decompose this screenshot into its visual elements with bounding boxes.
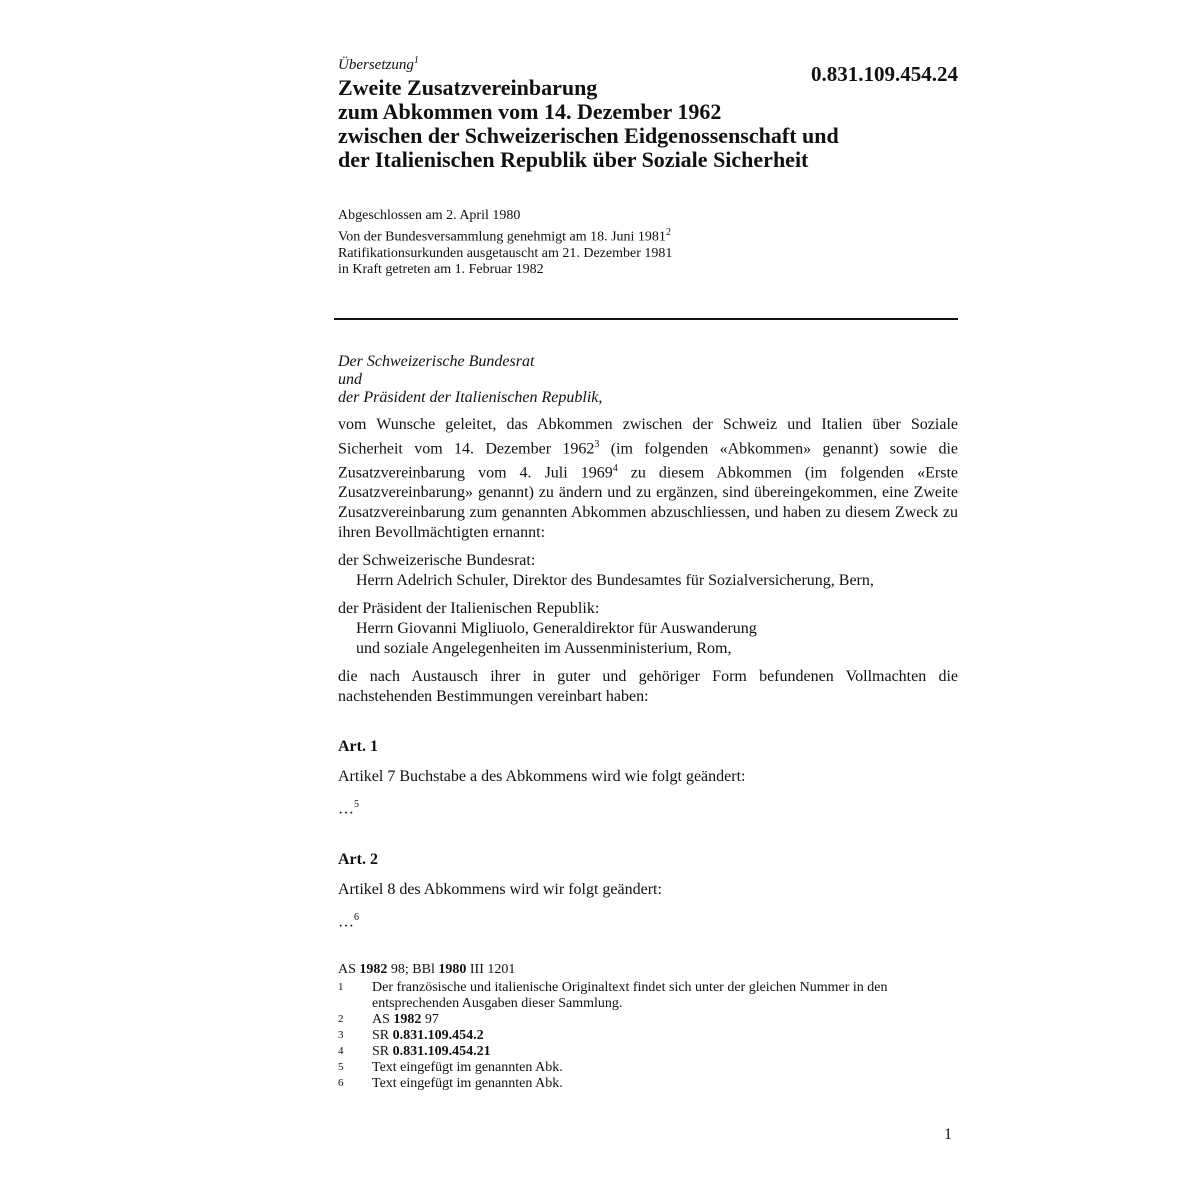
omission-mark: … [338,912,354,930]
omission-mark: … [338,800,354,818]
footnote-number: 3 [338,1029,344,1041]
swiss-representative: Herrn Adelrich Schuler, Direktor des Bundesamtes für Sozialversicherung, Bern, [356,572,874,590]
footnote-ref-3[interactable]: 3 [594,438,600,450]
meta-concluded: Abgeschlossen am 2. April 1980 [338,208,521,223]
party-and: und [338,370,362,388]
footnote-part: AS [372,1012,394,1027]
footnote-part: SR [372,1028,393,1043]
article-1 [338,737,958,819]
title-line-2: zum Abkommen vom 14. Dezember 1962 [338,99,722,124]
source-part: AS [338,962,360,977]
italy-representative-2: und soziale Angelegenheiten im Aussenministerium, Rom, [356,640,732,658]
footnote-5 [338,1060,958,1076]
contracting-parties [338,353,958,407]
swiss-label: der Schweizerische Bundesrat: [338,552,536,570]
title-line-3: zwischen der Schweizerischen Eidgenossenschaft und [338,123,839,148]
footnote-number: 5 [338,1061,344,1073]
article-heading: Art. 1 [338,738,378,756]
page-number: 1 [944,1126,952,1143]
footnote-ref-6[interactable]: 6 [354,911,359,923]
ratification-info [338,208,958,279]
sr-link[interactable]: 0.831.109.454.2 [392,1028,484,1043]
meta-approved [338,225,958,246]
footnote-number: 6 [338,1077,344,1089]
footnote-text: Text eingefügt im genannten Abk. [372,1076,563,1091]
footnotes [338,962,958,1092]
source-part: III 1201 [466,962,516,977]
meta-approved-text: Von der Bundesversammlung genehmigt am 18. Juni 1981 [338,229,666,245]
footnote-text: Text eingefügt im genannten Abk. [372,1060,563,1075]
meta-in-force: in Kraft getreten am 1. Februar 1982 [338,262,544,278]
footnote-part: 97 [421,1012,439,1027]
sr-link[interactable]: 0.831.109.454.21 [392,1044,491,1059]
footnote-3 [338,1028,958,1044]
article-omission [338,908,958,932]
footnote-text [372,1028,958,1044]
title-line-1: Zweite Zusatzvereinbarung [338,75,598,100]
preamble-text-b: (im folgenden «Abkommen» genannt) sowie die Zusatzvereinbarung vom 4. Juli 1969 [338,439,958,482]
footnote-4 [338,1044,958,1060]
footnote-ref-2[interactable]: 2 [665,226,671,238]
source-part: 1982 [359,962,388,977]
footnote-ref-4[interactable]: 4 [612,462,618,474]
footnote-1 [338,980,958,1012]
footnote-number: 4 [338,1045,344,1057]
preamble-text-c: zu diesem Abkommen (im folgenden «Erste Zusatzvereinbarung» genannt) zu ändern und zu ergänzen, sind übereingekommen, eine Zweite Zusatzvereinbarung zum genannten Abkommen abzuschliessen, und haben zu diesem Zweck zu ihren Bevollmächtigten ernannt: [338,464,959,542]
footnote-part: 1982 [393,1012,422,1027]
article-text: Artikel 7 Buchstabe a des Abkommens wird wie folgt geändert: [338,768,746,786]
source-citation [338,962,958,978]
article-2 [338,850,958,932]
footnote-text [372,1044,958,1060]
party-swiss: Der Schweizerische Bundesrat [338,352,535,370]
preamble-text-a: vom Wunsche geleitet, das Abkommen zwischen der Schweiz und Italien über Soziale Sicherheit vom 14. Dezember 1962 [338,415,958,457]
sr-number: 0.831.109.454.24 [811,62,958,86]
source-part: 98; BBl [387,962,439,977]
footnote-number: 2 [338,1013,344,1025]
footnote-ref-1[interactable]: 1 [413,55,419,66]
source-part: 1980 [438,962,467,977]
document-title [338,76,958,172]
article-heading: Art. 2 [338,850,378,868]
italy-representative-1: Herrn Giovanni Migliuolo, Generaldirektor für Auswanderung [356,620,757,638]
footnote-part: SR [372,1044,393,1059]
translation-label: Übersetzung [338,57,414,73]
footnote-ref-5[interactable]: 5 [354,799,359,811]
footnote-number: 1 [338,981,344,993]
header-divider [334,318,958,320]
title-line-4: der Italienischen Republik über Soziale Sicherheit [338,147,809,172]
meta-exchanged: Ratifikationsurkunden ausgetauscht am 21. Dezember 1981 [338,245,673,261]
preamble-closing: die nach Austausch ihrer in guter und gehöriger Form befundenen Vollmachten die nachstehenden Bestimmungen vereinbart haben: [338,668,958,706]
party-italy: der Präsident der Italienischen Republik, [338,388,603,406]
italy-plenipotentiary [338,599,958,659]
preamble-paragraph [338,415,958,544]
document-page [338,52,959,1143]
article-omission [338,795,958,819]
footnote-6 [338,1076,958,1092]
article-text: Artikel 8 des Abkommens wird wir folgt geändert: [338,880,662,898]
footnote-text: Der französische und italienische Originaltext findet sich unter der gleichen Nummer in den entsprechenden Ausgaben dieser Sammlung. [372,980,888,1011]
footnote-2 [338,1012,958,1028]
swiss-plenipotentiary [338,551,958,591]
italy-label: der Präsident der Italienischen Republik: [338,600,600,618]
footnote-text [372,1012,958,1028]
